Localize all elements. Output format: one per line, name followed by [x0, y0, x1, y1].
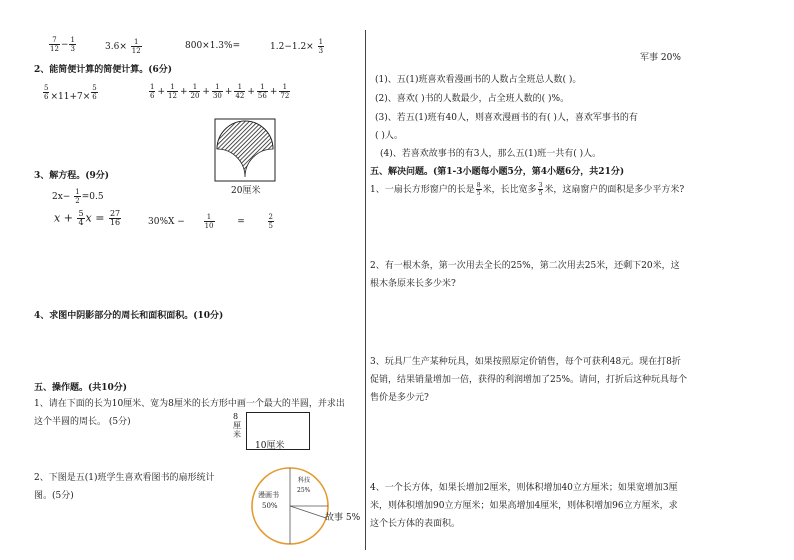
frac-num: 3: [538, 182, 543, 189]
expr-text: 1.2−1.2×: [270, 42, 314, 52]
figure-side-label: 20厘米: [231, 186, 261, 196]
stat-question-4: (4)、若喜欢故事书的有3人，那么五(1)班一共有( )人。: [380, 149, 602, 159]
frac-den: 12: [131, 47, 141, 55]
frac-den: 42: [235, 92, 245, 100]
frac-num: 1: [318, 38, 324, 46]
frac-num: 1: [257, 83, 268, 92]
operation-question-2-line1: 2、下图是五(1)班学生喜欢看图书的扇形统计: [34, 473, 215, 483]
plus-operator: +: [202, 87, 210, 97]
pie-label-tech: 科技: [298, 477, 311, 484]
unit-fraction: [257, 83, 268, 100]
q-text: 1、一扇长方形窗户的长是: [370, 185, 475, 195]
frac-den: 6: [44, 93, 49, 101]
simplify-expression-1: [42, 84, 99, 101]
frac-den: 5: [476, 190, 481, 197]
frac-den: 16: [109, 218, 121, 227]
unit-fraction: [149, 83, 155, 100]
column-divider: [365, 30, 366, 550]
plus-operator: +: [179, 87, 188, 97]
operation-question-1-line2: 这个半圆的周长。 (5分): [34, 417, 131, 427]
rect-width-label: 10厘米: [255, 441, 285, 451]
plus-operator: +: [247, 87, 255, 97]
expr-text: ×11+7×: [50, 92, 91, 102]
eq-text: =0.5: [81, 192, 104, 202]
section-4-title: 4、求图中阴影部分的周长和面积面积。(10分): [34, 311, 224, 321]
frac-den: 30: [212, 92, 222, 100]
q-text: 米，长比宽多: [482, 185, 537, 195]
pie-divider-story: [290, 506, 326, 518]
solve-question-3-line3: 售价是多少元?: [370, 393, 429, 403]
section-5-title: 五、操作题。(共10分): [34, 383, 128, 393]
q-text: 米，这扇窗户的面积是多少平方米?: [544, 185, 685, 195]
solve-section-title: 五、解决问题。(第1-3小题每小题5分，第4小题6分，共21分): [370, 167, 625, 177]
frac-den: 12: [50, 45, 59, 53]
frac-num: 1: [212, 83, 223, 92]
plus-operator: +: [157, 87, 166, 97]
eq-var: x: [54, 211, 61, 225]
pie-label-comic: 漫画书: [258, 491, 279, 499]
solve-question-1: [370, 182, 684, 197]
solve-question-2-line1: 2、有一根木条，第一次用去全长的25%，第二次用去25米，还剩下20米，这: [370, 261, 680, 271]
eq-text: 2x−: [52, 192, 71, 202]
solve-question-4-line1: 4、一个长方体，如果长增加2厘米，则体积增加40立方厘米；如果宽增加3厘: [370, 483, 678, 493]
section-3-title: 3、解方程。(9分): [34, 171, 110, 181]
calc-expression-1: [48, 36, 77, 53]
frac-num: 5: [92, 84, 97, 92]
eq-text: 30%X −: [148, 217, 185, 227]
unit-fraction: [234, 83, 245, 100]
calc-expression-2: [105, 38, 143, 55]
calc-expression-4: [270, 38, 325, 55]
unit-fraction: [167, 83, 178, 100]
frac-num: 1: [204, 213, 215, 222]
frac-den: 3: [318, 47, 324, 55]
frac-num: 1: [189, 83, 200, 92]
plus-operator: +: [224, 87, 233, 97]
equation-1: [52, 188, 104, 205]
stat-question-1: (1)、五(1)班喜欢看漫画书的人数占全班总人数( )。: [375, 75, 582, 85]
frac-num: 27: [109, 209, 121, 218]
frac-num: 1: [131, 38, 142, 47]
frac-num: 1: [75, 188, 80, 196]
frac-den: 12: [168, 92, 177, 100]
solve-question-4-line3: 这个长方体的表面积。: [370, 519, 461, 529]
equation-2: [54, 210, 122, 227]
stat-question-3-line2: ( )人。: [375, 131, 403, 141]
pie-value-tech: 25%: [297, 487, 311, 494]
pie-label-story: 故事 5%: [325, 513, 361, 523]
eq-operator: +: [63, 211, 73, 225]
frac-num: 5: [78, 209, 84, 218]
simplify-expression-2: [148, 83, 291, 100]
operator: −: [60, 40, 69, 50]
frac-num: 1: [70, 36, 75, 44]
eq-operator: =: [237, 217, 245, 227]
equation-3: [148, 213, 275, 230]
eq-operator: =: [95, 211, 105, 225]
frac-den: 6: [150, 92, 155, 100]
frac-den: 3: [70, 45, 75, 53]
frac-den: 5: [538, 190, 543, 197]
pie-label-military: 军事 20%: [640, 53, 681, 63]
solve-question-3-line2: 促销，结果销量增加一倍，获得的利润增加了25%。请问，打折后这种玩具每个: [370, 375, 688, 385]
frac-den: 10: [204, 222, 214, 230]
frac-num: 1: [279, 83, 290, 92]
frac-num: 1: [150, 83, 155, 91]
frac-den: 56: [257, 92, 267, 100]
frac-num: 7: [49, 36, 60, 45]
frac-num: 1: [234, 83, 245, 92]
frac-den: 6: [92, 93, 97, 101]
stat-question-2: (2)、喜欢( )书的人数最少，占全班人数的( )%。: [375, 94, 570, 104]
frac-den: 72: [280, 92, 290, 100]
frac-den: 20: [190, 92, 200, 100]
shaded-figure: [214, 118, 276, 182]
rect-height-label: 8厘米: [233, 412, 241, 439]
frac-den: 5: [268, 222, 274, 230]
eq-var: x: [85, 211, 92, 225]
frac-num: 8: [476, 182, 481, 189]
expr-text: 3.6×: [105, 42, 127, 52]
frac-den: 2: [75, 197, 80, 205]
stat-question-3-line1: (3)、若五(1)班有40人，则喜欢漫画书的有( )人，喜欢军事书的有: [375, 113, 638, 123]
operation-question-1-line1: 1、请在下面的长为10厘米、宽为8厘米的长方形中画一个最大的半圆，并求出: [34, 399, 345, 409]
frac-num: 1: [167, 83, 178, 92]
plus-operator: +: [269, 87, 278, 97]
solve-question-4-line2: 米，则体积增加90立方厘米；如果高增加4厘米，则体积增加96立方厘米，求: [370, 501, 678, 511]
pie-value-comic: 50%: [262, 502, 278, 510]
calc-expression-3: 800×1.3%=: [185, 41, 241, 51]
solve-question-2-line2: 根木条原来长多少米?: [370, 279, 456, 289]
frac-num: 5: [44, 84, 49, 92]
frac-den: 4: [78, 218, 84, 227]
unit-fraction: [279, 83, 290, 100]
unit-fraction: [212, 83, 223, 100]
frac-num: 2: [268, 213, 274, 221]
solve-question-3-line1: 3、玩具厂生产某种玩具，如果按照原定价销售，每个可获利48元。现在打8折: [370, 357, 681, 367]
unit-fraction: [189, 83, 200, 100]
section-2-title: 2、能简便计算的简便计算。(6分): [34, 65, 173, 75]
operation-question-2-line2: 图。(5分): [34, 491, 74, 501]
